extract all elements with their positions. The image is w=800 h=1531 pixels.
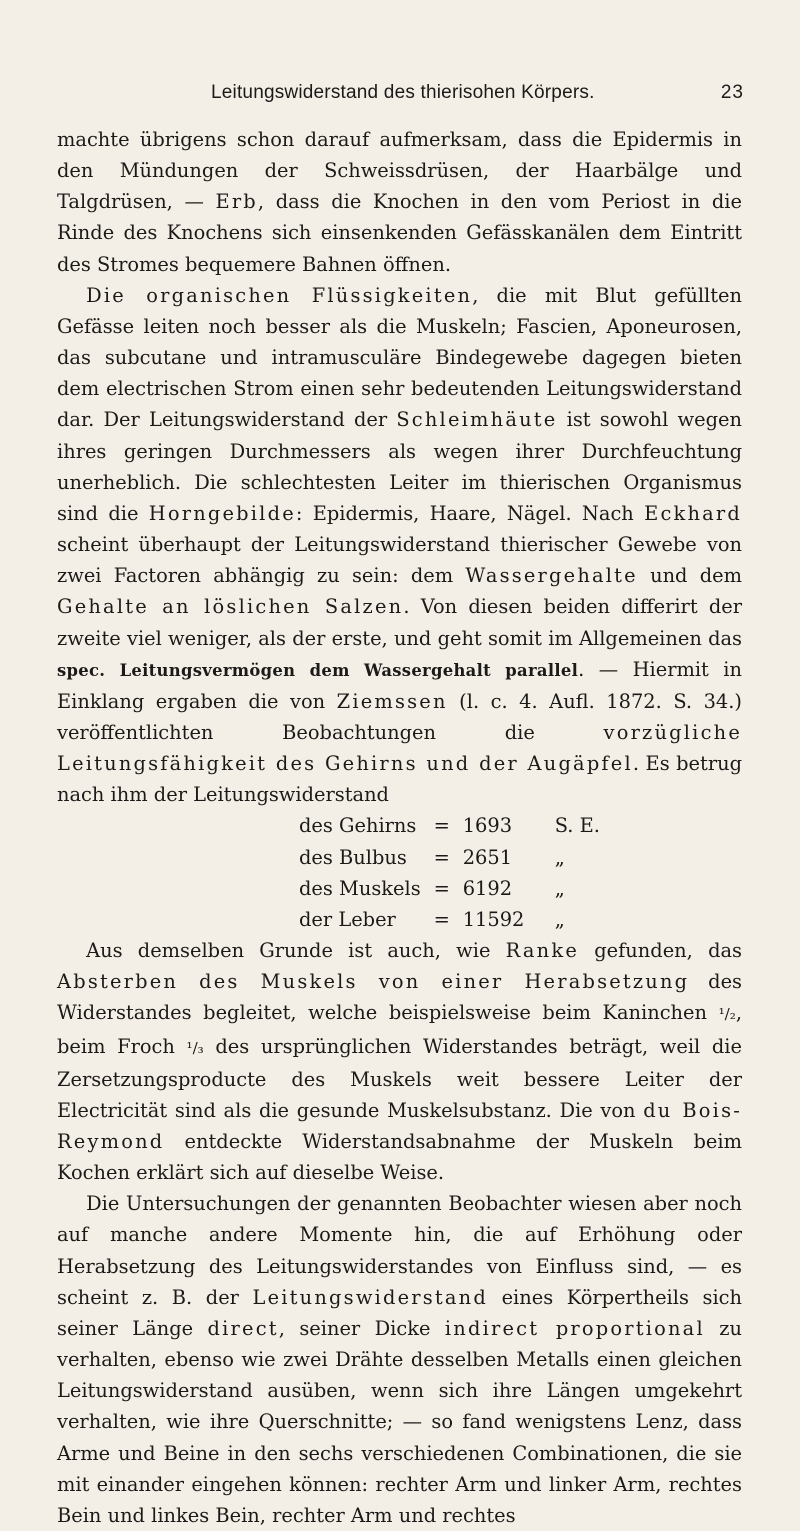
spaced-term: indirect proportional bbox=[444, 1316, 705, 1340]
equals-sign: = bbox=[433, 814, 450, 838]
spaced-term: vorzügliche Leitungsfähigkeit des Gehirns und der Augäpfel bbox=[57, 720, 742, 776]
text-run: des Widerstandes begleitet, welche beispielsweise beim Kaninchen bbox=[57, 970, 742, 1025]
spaced-term: Gehalte an löslichen Salzen bbox=[57, 595, 404, 619]
paragraph bbox=[57, 280, 742, 811]
text-run: , seiner Dicke bbox=[278, 1316, 445, 1340]
resistance-value: 1693 bbox=[462, 814, 513, 838]
spaced-term: Wassergehalte bbox=[465, 564, 638, 588]
fraction: ¹/₂ bbox=[718, 1005, 736, 1024]
spaced-term: Horngebilde bbox=[148, 501, 296, 525]
text-run: des ursprünglichen Widerstandes beträgt, weil die Zersetzungsproducte des Muskels weit bessere Leiter der Electricität sind als die gesunde Muskelsubstanz. Die von bbox=[57, 1034, 742, 1122]
text-run: und dem bbox=[637, 564, 742, 588]
paragraph bbox=[57, 1188, 742, 1531]
text-run: scheint überhaupt der Leitungswiderstand thierischer Gewebe von zwei Factoren abhängig zu sein: dem bbox=[57, 533, 742, 588]
paragraph bbox=[57, 124, 742, 280]
organ-name: des Muskels bbox=[299, 876, 421, 900]
ditto-mark: „ bbox=[554, 907, 565, 931]
organ-name: des Gehirns bbox=[299, 814, 417, 838]
fraction: ¹/₃ bbox=[186, 1038, 204, 1057]
text-run: gefunden, das bbox=[579, 939, 742, 963]
text-run: eines Körpertheils sich seiner Länge bbox=[57, 1285, 742, 1340]
spaced-term: Die organischen Flüssigkeiten bbox=[86, 283, 473, 307]
text-run: Aus demselben Grunde ist auch, wie bbox=[86, 939, 506, 963]
resistance-value: 11592 bbox=[462, 907, 525, 931]
spaced-term: direct bbox=[207, 1316, 279, 1340]
running-title: Leitungswiderstand des thierisohen Körpers. bbox=[211, 82, 595, 103]
page-number: 23 bbox=[720, 82, 744, 103]
spaced-name-eckhard: Eckhard bbox=[644, 501, 742, 525]
text-run: , dass die Knochen in den vom Periost in die Rinde des Knochens sich einsenkenden Gefässkanälen dem Eintritt des Stromes bequemere Bahnen öffnen. bbox=[57, 190, 742, 276]
table-row bbox=[299, 810, 600, 841]
text-run: . — Hiermit in Einklang ergaben die von bbox=[57, 657, 742, 713]
running-header bbox=[0, 82, 800, 112]
spaced-name-du-bois-reymond: du Bois-Reymond bbox=[57, 1098, 742, 1153]
spaced-name-lenz: Lenz bbox=[635, 1410, 683, 1434]
resistance-value: 2651 bbox=[462, 845, 513, 869]
text-run: , die mit Blut gefüllten Gefässe leiten noch besser als die Muskeln; Fascien, Aponeurosen, das subcutane und intramusculäre Bindegewebe dagegen bieten dem electrischen Strom einen sehr bedeutenden Leitungswiderstand dar. Der Leitungswiderstand der bbox=[57, 283, 742, 432]
bold-term: spec. Leitungsvermögen dem Wassergehalt parallel bbox=[57, 660, 579, 680]
table-row bbox=[299, 904, 600, 935]
resistance-unit: S. E. bbox=[554, 814, 600, 838]
spaced-name-erb: Erb bbox=[215, 190, 258, 214]
text-run: entdeckte Widerstandsabnahme der Muskeln beim Kochen erklärt sich auf dieselbe Weise. bbox=[57, 1130, 742, 1185]
text-run: . Von diesen beiden differirt der zweite viel weniger, als der erste, und geht somit im Allgemeinen das bbox=[57, 595, 742, 650]
text-run: zu verhalten, ebenso wie zwei Drähte desselben Metalls einen gleichen Leitungswiderstand ausüben, wenn sich ihre Längen umgekehrt verhalten, wie ihre Querschnitte; — so fand wenigstens bbox=[57, 1316, 742, 1434]
text-run: machte übrigens schon darauf aufmerksam, dass die Epidermis in den Mündungen der Schweissdrüsen, der Haarbälge und Talgdrüsen, — bbox=[57, 128, 742, 214]
ditto-mark: „ bbox=[554, 876, 565, 900]
spaced-term: Leitungswiderstand bbox=[252, 1285, 488, 1309]
table-row bbox=[299, 842, 600, 873]
organ-name: des Bulbus bbox=[299, 845, 407, 869]
text-run: (l. c. 4. Aufl. 1872. S. 34.) veröffentlichten Beobachtungen die bbox=[57, 689, 743, 744]
paragraph bbox=[57, 935, 742, 1188]
ditto-mark: „ bbox=[554, 845, 565, 869]
text-run: , beim Froch bbox=[57, 1001, 742, 1058]
equals-sign: = bbox=[433, 876, 450, 900]
equals-sign: = bbox=[433, 907, 450, 931]
text-run: ist sowohl wegen ihres geringen Durchmessers als wegen ihrer Durchfeuchtung unerheblich. Die schlechtesten Leiter im thierischen Organismus sind die bbox=[57, 408, 742, 525]
resistance-table bbox=[299, 810, 600, 935]
text-run: . Es betrug nach ihm der Leitungswiderstand bbox=[57, 752, 742, 807]
spaced-name-ziemssen: Ziemssen bbox=[336, 689, 448, 713]
organ-name: der Leber bbox=[299, 907, 396, 931]
spaced-term: Schleimhäute bbox=[396, 408, 558, 432]
resistance-value: 6192 bbox=[462, 876, 513, 900]
text-run: : Epidermis, Haare, Nägel. Nach bbox=[295, 501, 645, 525]
spaced-name-ranke: Ranke bbox=[505, 939, 579, 963]
text-run: Die Untersuchungen der genannten Beobachter wiesen aber noch auf manche andere Momente hin, die auf Erhöhung oder Herabsetzung des Leitungswiderstandes von Einfluss sind, — es scheint z. B. der bbox=[57, 1192, 742, 1309]
equals-sign: = bbox=[433, 845, 450, 869]
spaced-term: Absterben des Muskels von einer Herabsetzung bbox=[57, 970, 690, 994]
body-text bbox=[57, 124, 742, 1531]
table-row bbox=[299, 873, 600, 904]
text-run: , dass Arme und Beine in den sechs verschiedenen Combinationen, die sie mit einander eingehen können: rechter Arm und linker Arm, rechtes Bein und linkes Bein, rechter Arm und rechtes bbox=[57, 1410, 742, 1527]
